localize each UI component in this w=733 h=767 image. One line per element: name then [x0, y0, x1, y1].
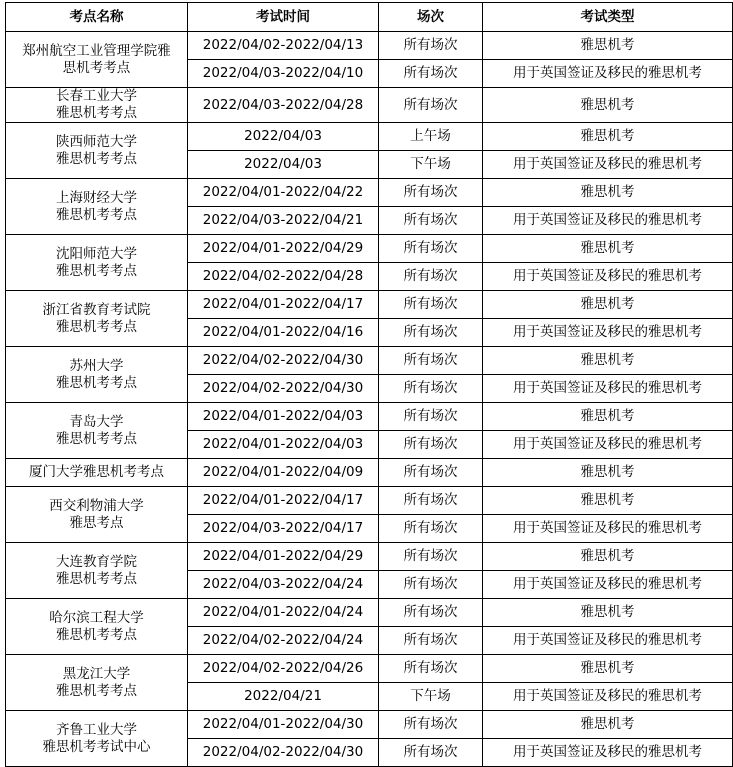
session-cell: 所有场次: [379, 347, 483, 375]
venue-name-line: 雅思机考考点: [56, 206, 137, 223]
exam-type-cell: 用于英国签证及移民的雅思机考: [483, 571, 733, 599]
exam-date-cell: 2022/04/01-2022/04/29: [188, 543, 379, 571]
session-cell: 所有场次: [379, 291, 483, 319]
table-row: [6, 123, 733, 151]
venue-name-line: 哈尔滨工程大学: [49, 609, 144, 626]
exam-date-cell: 2022/04/01-2022/04/29: [188, 235, 379, 263]
venue-name-cell: [6, 543, 188, 599]
exam-type-cell: 用于英国签证及移民的雅思机考: [483, 60, 733, 88]
session-cell: 所有场次: [379, 627, 483, 655]
venue-name-cell: [6, 347, 188, 403]
table-row: [6, 487, 733, 515]
venue-name-line: 雅思机考考点: [56, 150, 137, 167]
exam-type-cell: 用于英国签证及移民的雅思机考: [483, 515, 733, 543]
exam-date-cell: 2022/04/03-2022/04/24: [188, 571, 379, 599]
exam-type-cell: 雅思机考: [483, 599, 733, 627]
exam-date-cell: 2022/04/02-2022/04/24: [188, 627, 379, 655]
table-body: [6, 32, 733, 767]
exam-date-cell: 2022/04/02-2022/04/13: [188, 32, 379, 60]
exam-type-cell: 雅思机考: [483, 711, 733, 739]
exam-date-cell: 2022/04/03-2022/04/10: [188, 60, 379, 88]
venue-name-line: 雅思机考考点: [56, 318, 137, 335]
table-row: [6, 711, 733, 739]
session-cell: 所有场次: [379, 235, 483, 263]
session-cell: 下午场: [379, 151, 483, 179]
venue-name-line: 苏州大学: [69, 357, 124, 374]
session-cell: 所有场次: [379, 179, 483, 207]
venue-name-cell: [6, 235, 188, 291]
exam-date-cell: 2022/04/21: [188, 683, 379, 711]
exam-date-cell: 2022/04/01-2022/04/17: [188, 291, 379, 319]
session-cell: 所有场次: [379, 431, 483, 459]
table-row: [6, 403, 733, 431]
table-row: [6, 347, 733, 375]
exam-type-cell: 用于英国签证及移民的雅思机考: [483, 431, 733, 459]
session-cell: 所有场次: [379, 403, 483, 431]
exam-date-cell: 2022/04/01-2022/04/16: [188, 319, 379, 347]
header-session: 场次: [379, 3, 483, 32]
exam-date-cell: 2022/04/02-2022/04/26: [188, 655, 379, 683]
header-row: [6, 3, 733, 32]
venue-name-line: 郑州航空工业管理学院雅: [22, 42, 171, 59]
table-row: [6, 291, 733, 319]
session-cell: 所有场次: [379, 543, 483, 571]
venue-name-line: 青岛大学: [69, 413, 124, 430]
session-cell: 所有场次: [379, 739, 483, 767]
exam-date-cell: 2022/04/01-2022/04/22: [188, 179, 379, 207]
exam-type-cell: 雅思机考: [483, 123, 733, 151]
venue-name-line: 沈阳师范大学: [56, 245, 137, 262]
header-venue-name: 考点名称: [6, 3, 188, 32]
exam-type-cell: 雅思机考: [483, 88, 733, 123]
venue-name-line: 浙江省教育考试院: [42, 301, 151, 318]
exam-type-cell: 用于英国签证及移民的雅思机考: [483, 627, 733, 655]
venue-name-cell: [6, 487, 188, 543]
exam-date-cell: 2022/04/02-2022/04/30: [188, 347, 379, 375]
exam-date-cell: 2022/04/01-2022/04/30: [188, 711, 379, 739]
venue-name-cell: [6, 291, 188, 347]
venue-name-line: 雅思机考考点: [56, 626, 137, 643]
table-row: [6, 179, 733, 207]
table-row: [6, 543, 733, 571]
venue-name-cell: [6, 459, 188, 487]
header-exam-type: 考试类型: [483, 3, 733, 32]
session-cell: 所有场次: [379, 375, 483, 403]
venue-name-cell: [6, 599, 188, 655]
venue-name-cell: [6, 711, 188, 767]
exam-date-cell: 2022/04/02-2022/04/30: [188, 739, 379, 767]
exam-date-cell: 2022/04/03-2022/04/17: [188, 515, 379, 543]
session-cell: 所有场次: [379, 599, 483, 627]
exam-date-cell: 2022/04/01-2022/04/03: [188, 431, 379, 459]
venue-name-line: 雅思机考考试中心: [42, 738, 151, 755]
venue-name-cell: [6, 123, 188, 179]
session-cell: 所有场次: [379, 88, 483, 123]
exam-date-cell: 2022/04/03-2022/04/21: [188, 207, 379, 235]
venue-name-line: 雅思机考考点: [56, 105, 137, 121]
exam-type-cell: 雅思机考: [483, 32, 733, 60]
exam-type-cell: 雅思机考: [483, 403, 733, 431]
table-row: [6, 655, 733, 683]
session-cell: 下午场: [379, 683, 483, 711]
exam-type-cell: 雅思机考: [483, 487, 733, 515]
session-cell: 所有场次: [379, 515, 483, 543]
exam-type-cell: 用于英国签证及移民的雅思机考: [483, 683, 733, 711]
venue-name-line: 雅思机考考点: [56, 430, 137, 447]
exam-date-cell: 2022/04/03: [188, 123, 379, 151]
table-row: [6, 235, 733, 263]
venue-name-line: 厦门大学雅思机考考点: [29, 464, 164, 480]
venue-name-line: 大连教育学院: [56, 553, 137, 570]
header-exam-date: 考试时间: [188, 3, 379, 32]
venue-name-line: 陕西师范大学: [56, 133, 137, 150]
exam-schedule-table: [5, 2, 733, 767]
table-row: [6, 32, 733, 60]
exam-date-cell: 2022/04/01-2022/04/09: [188, 459, 379, 487]
table-row: [6, 88, 733, 123]
venue-name-line: 雅思考点: [69, 514, 124, 531]
venue-name-line: 思机考考点: [62, 59, 131, 76]
session-cell: 所有场次: [379, 487, 483, 515]
venue-name-line: 西交利物浦大学: [49, 497, 144, 514]
exam-type-cell: 雅思机考: [483, 179, 733, 207]
session-cell: 所有场次: [379, 32, 483, 60]
exam-type-cell: 雅思机考: [483, 347, 733, 375]
session-cell: 所有场次: [379, 60, 483, 88]
venue-name-cell: [6, 32, 188, 88]
table-header: [6, 3, 733, 32]
venue-name-line: 长春工业大学: [56, 88, 137, 104]
exam-type-cell: 用于英国签证及移民的雅思机考: [483, 263, 733, 291]
exam-date-cell: 2022/04/01-2022/04/17: [188, 487, 379, 515]
table-row: [6, 599, 733, 627]
exam-date-cell: 2022/04/01-2022/04/24: [188, 599, 379, 627]
exam-type-cell: 雅思机考: [483, 291, 733, 319]
venue-name-line: 雅思机考考点: [56, 262, 137, 279]
session-cell: 所有场次: [379, 571, 483, 599]
venue-name-line: 黑龙江大学: [62, 665, 131, 682]
venue-name-cell: [6, 403, 188, 459]
session-cell: 上午场: [379, 123, 483, 151]
venue-name-line: 上海财经大学: [56, 189, 137, 206]
exam-type-cell: 雅思机考: [483, 655, 733, 683]
exam-type-cell: 雅思机考: [483, 543, 733, 571]
exam-date-cell: 2022/04/01-2022/04/03: [188, 403, 379, 431]
table-row: [6, 459, 733, 487]
venue-name-line: 雅思机考考点: [56, 570, 137, 587]
exam-date-cell: 2022/04/03: [188, 151, 379, 179]
session-cell: 所有场次: [379, 655, 483, 683]
venue-name-line: 雅思机考考点: [56, 374, 137, 391]
exam-date-cell: 2022/04/02-2022/04/30: [188, 375, 379, 403]
exam-date-cell: 2022/04/03-2022/04/28: [188, 88, 379, 123]
session-cell: 所有场次: [379, 263, 483, 291]
exam-type-cell: 用于英国签证及移民的雅思机考: [483, 151, 733, 179]
exam-type-cell: 雅思机考: [483, 235, 733, 263]
venue-name-cell: [6, 88, 188, 123]
session-cell: 所有场次: [379, 207, 483, 235]
exam-type-cell: 用于英国签证及移民的雅思机考: [483, 207, 733, 235]
session-cell: 所有场次: [379, 319, 483, 347]
exam-type-cell: 用于英国签证及移民的雅思机考: [483, 375, 733, 403]
venue-name-line: 雅思机考考点: [56, 682, 137, 699]
venue-name-cell: [6, 655, 188, 711]
exam-type-cell: 用于英国签证及移民的雅思机考: [483, 319, 733, 347]
session-cell: 所有场次: [379, 459, 483, 487]
session-cell: 所有场次: [379, 711, 483, 739]
venue-name-line: 齐鲁工业大学: [56, 721, 137, 738]
exam-date-cell: 2022/04/02-2022/04/28: [188, 263, 379, 291]
exam-type-cell: 用于英国签证及移民的雅思机考: [483, 739, 733, 767]
venue-name-cell: [6, 179, 188, 235]
exam-type-cell: 雅思机考: [483, 459, 733, 487]
